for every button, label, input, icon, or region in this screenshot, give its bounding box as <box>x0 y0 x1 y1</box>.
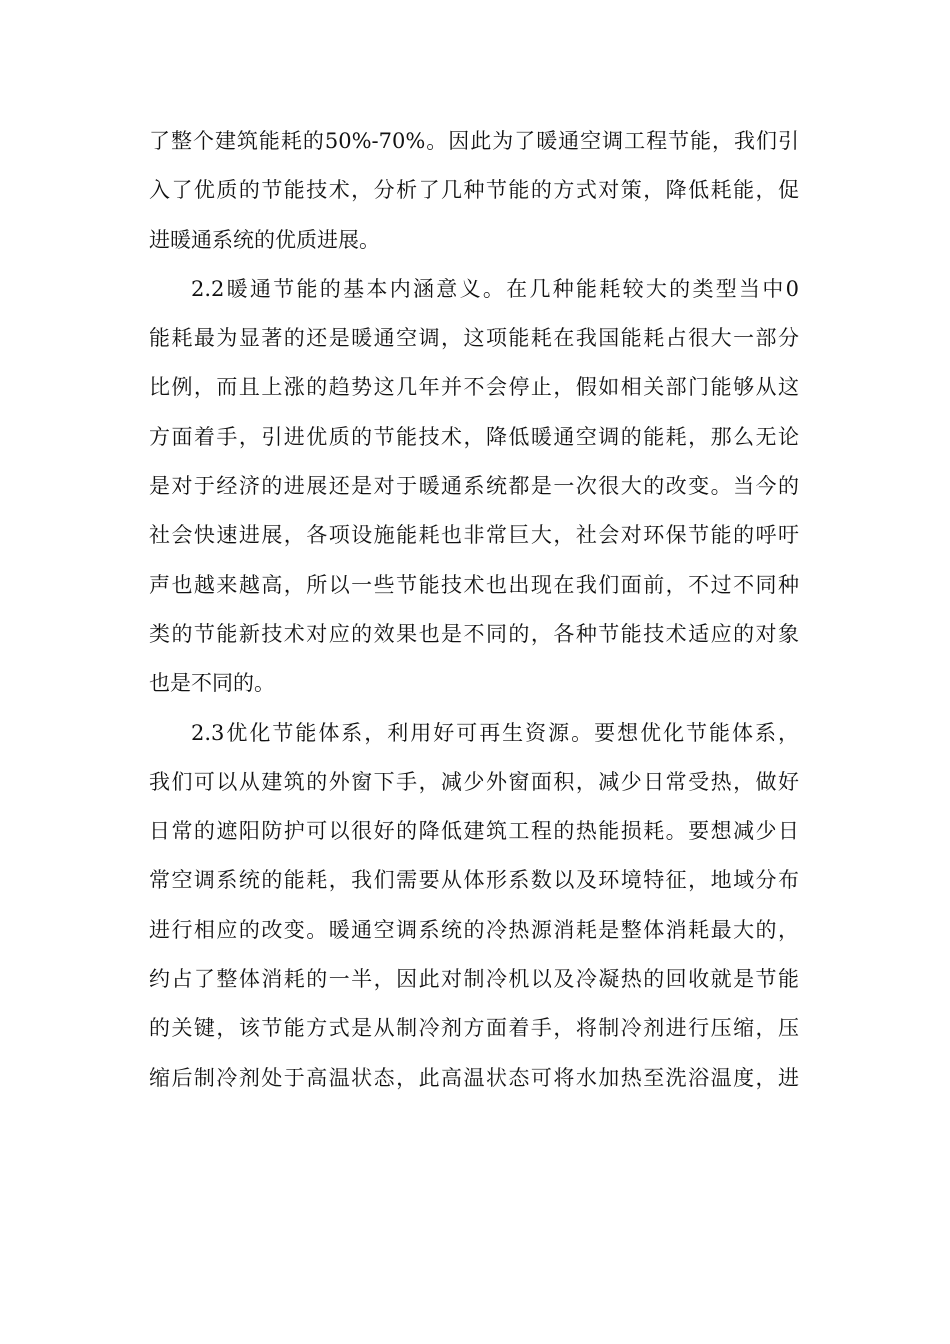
paragraph-2 <box>149 265 799 709</box>
paragraph-1-line-3: 进暖通系统的优质进展。 <box>149 227 380 252</box>
paragraph-3-line-2: 我们可以从建筑的外窗下手，减少外窗面积，减少日常受热，做好 <box>149 769 799 794</box>
paragraph-3-line-1: 2.3优化节能体系，利用好可再生资源。要想优化节能体系， <box>191 720 799 745</box>
paragraph-2-line-4: 方面着手，引进优质的节能技术，降低暖通空调的能耗，那么无论 <box>149 424 799 449</box>
paragraph-3-line-6: 约占了整体消耗的一半，因此对制冷机以及冷凝热的回收就是节能 <box>149 967 799 992</box>
paragraph-2-line-1: 2.2暖通节能的基本内涵意义。在几种能耗较大的类型当中0 <box>191 276 799 301</box>
paragraph-1-line-1: 了整个建筑能耗的50%-70%。因此为了暖通空调工程节能，我们引 <box>149 129 799 153</box>
paragraph-3-line-7: 的关键，该节能方式是从制冷剂方面着手，将制冷剂进行压缩，压 <box>149 1016 799 1041</box>
paragraph-3-line-3: 日常的遮阳防护可以很好的降低建筑工程的热能损耗。要想减少日 <box>149 819 799 844</box>
paragraph-2-line-5: 是对于经济的进展还是对于暖通系统都是一次很大的改变。当今的 <box>149 474 799 499</box>
paragraph-2-line-7: 声也越来越高，所以一些节能技术也出现在我们面前，不过不同种 <box>149 572 799 597</box>
paragraph-3-line-4: 常空调系统的能耗，我们需要从体形系数以及环境特征，地域分布 <box>149 868 799 893</box>
paragraph-1 <box>149 117 799 265</box>
paragraph-1-line-2: 入了优质的节能技术，分析了几种节能的方式对策，降低耗能，促 <box>149 178 799 203</box>
paragraph-2-line-9: 也是不同的。 <box>149 671 275 696</box>
document-body <box>149 117 799 1103</box>
paragraph-3-line-5: 进行相应的改变。暖通空调系统的冷热源消耗是整体消耗最大的， <box>149 917 799 942</box>
paragraph-2-line-8: 类的节能新技术对应的效果也是不同的，各种节能技术适应的对象 <box>149 621 799 646</box>
paragraph-3-line-8: 缩后制冷剂处于高温状态，此高温状态可将水加热至洗浴温度，进 <box>149 1065 799 1090</box>
paragraph-2-line-3: 比例，而且上涨的趋势这几年并不会停止，假如相关部门能够从这 <box>149 375 799 400</box>
paragraph-3 <box>149 709 799 1103</box>
paragraph-2-line-2: 能耗最为显著的还是暖通空调，这项能耗在我国能耗占很大一部分 <box>149 326 799 351</box>
paragraph-2-line-6: 社会快速进展，各项设施能耗也非常巨大，社会对环保节能的呼吁 <box>149 523 799 548</box>
